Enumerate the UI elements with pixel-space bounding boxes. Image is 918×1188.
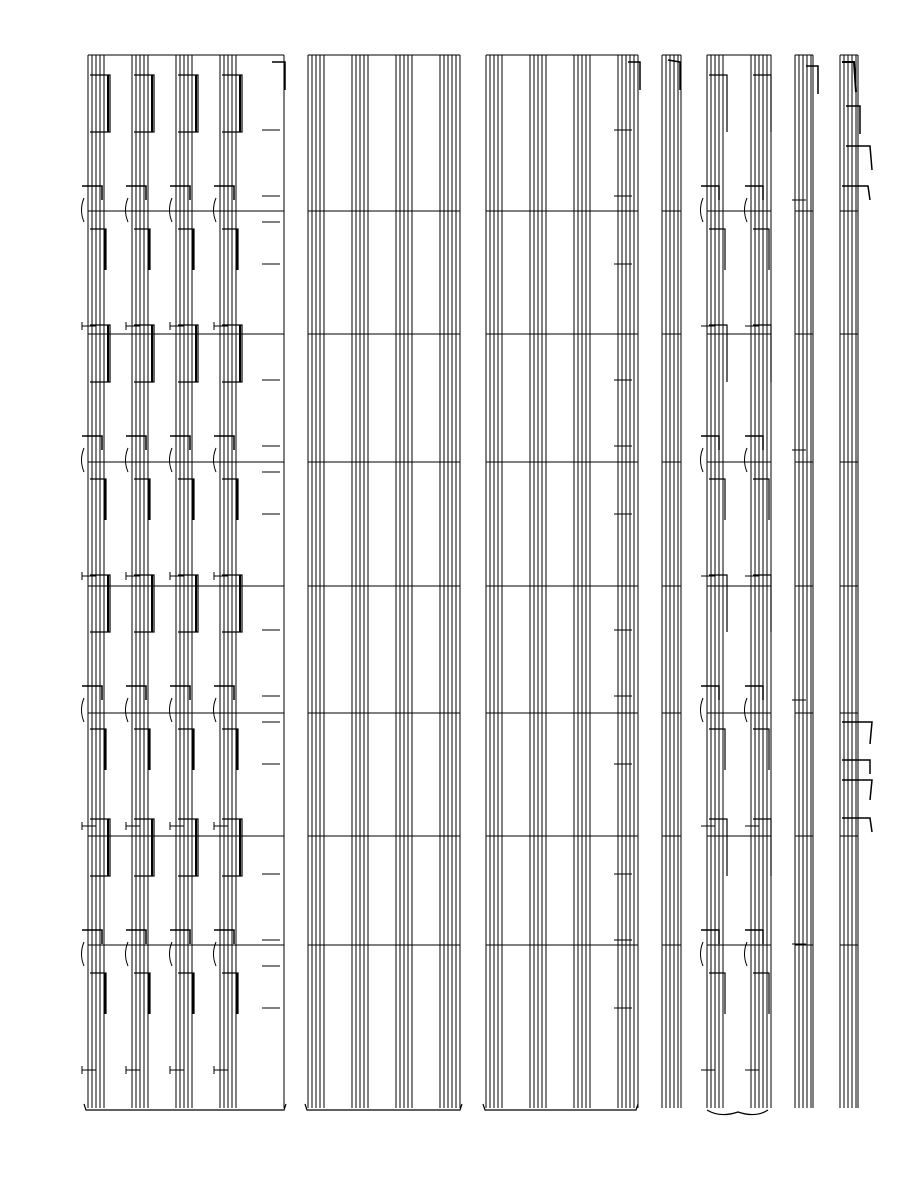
slur: [701, 942, 704, 966]
slur: [126, 698, 129, 722]
beam-group: [745, 930, 763, 944]
beam-group: [846, 146, 872, 170]
beam-group: [745, 436, 763, 450]
bracket-group-2: [305, 1104, 462, 1110]
slur: [745, 942, 748, 966]
beam-group: [842, 722, 872, 744]
beam-group: [842, 818, 872, 832]
slur: [170, 942, 173, 966]
bracket-group-1: [84, 1104, 286, 1110]
brace-group-5: [707, 1110, 768, 1115]
slur: [214, 448, 217, 472]
beam-group: [753, 575, 771, 632]
slur: [214, 942, 217, 966]
slur: [745, 198, 748, 222]
beam-group: [709, 819, 727, 876]
slur: [82, 198, 85, 222]
slur: [214, 198, 217, 222]
beam-group: [806, 66, 818, 94]
slur: [701, 698, 704, 722]
beam-group: [842, 780, 872, 800]
slur: [170, 448, 173, 472]
slur: [214, 698, 217, 722]
slur: [126, 942, 129, 966]
slur: [126, 448, 129, 472]
staff-lines: [88, 55, 858, 1108]
beam-group: [701, 686, 719, 700]
barlines: [88, 211, 858, 945]
beam-group: [753, 75, 771, 132]
note-glyphs: [82, 60, 873, 1074]
slur: [82, 942, 85, 966]
beam-group: [272, 62, 285, 90]
slur: [701, 198, 704, 222]
slur: [745, 448, 748, 472]
beam-group: [745, 186, 763, 200]
beam-group: [709, 575, 727, 632]
slur: [170, 698, 173, 722]
slur: [701, 448, 704, 472]
beam-group: [701, 930, 719, 944]
beam-group: [701, 186, 719, 200]
beam-group: [745, 686, 763, 700]
bracket-group-3: [483, 1104, 638, 1110]
beam-group: [701, 436, 719, 450]
group-brackets: [84, 1104, 768, 1115]
slur: [126, 198, 129, 222]
slur: [745, 698, 748, 722]
slur: [82, 448, 85, 472]
slur: [170, 198, 173, 222]
slur: [82, 698, 85, 722]
beam-group: [753, 819, 771, 876]
beam-group: [709, 75, 727, 132]
